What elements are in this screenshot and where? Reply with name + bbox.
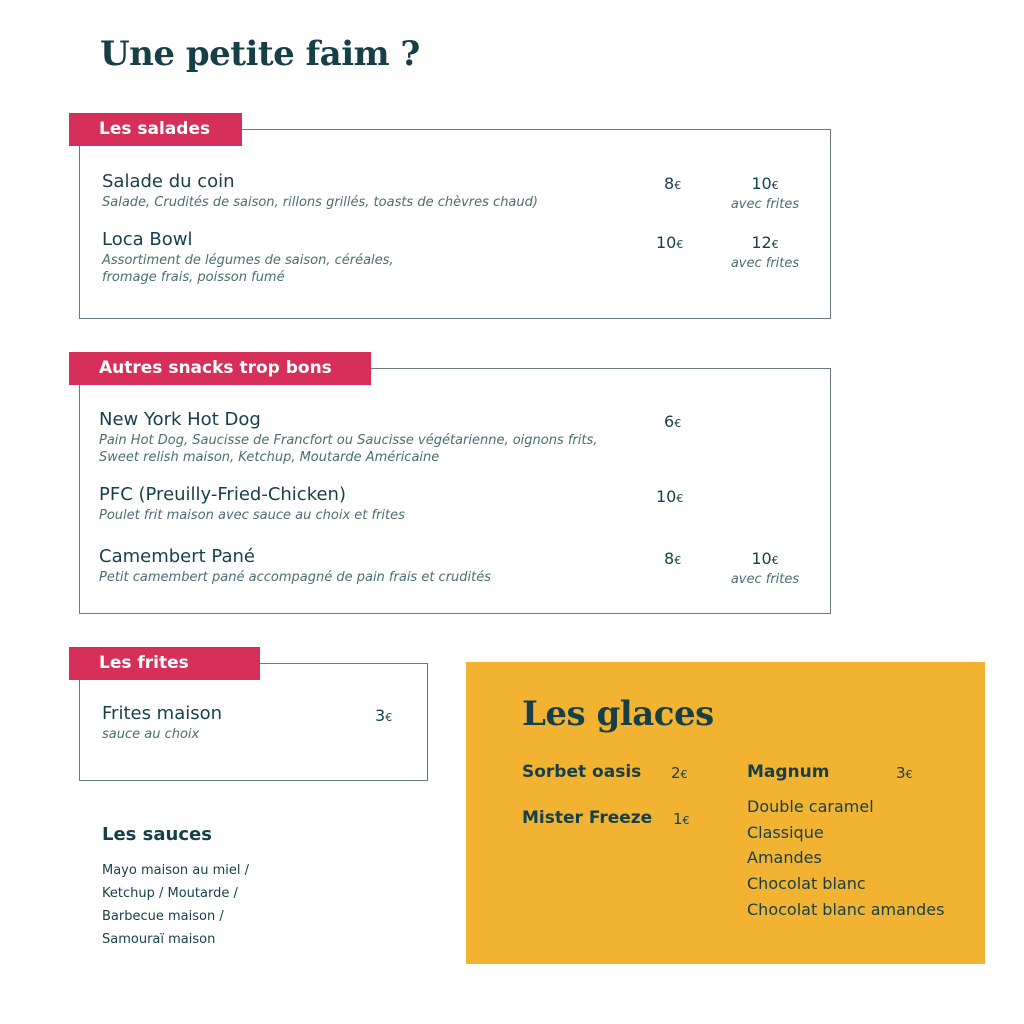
menu-item-price-alt: 12€ avec frites — [730, 233, 800, 271]
euro-sign: € — [674, 554, 682, 567]
euro-sign: € — [674, 417, 682, 430]
magnum-flavor: Amandes — [747, 848, 822, 867]
menu-item-name: New York Hot Dog — [99, 409, 261, 430]
menu-item-price-alt: 10€ avec frites — [730, 549, 800, 587]
euro-sign: € — [676, 238, 684, 251]
salades-box — [79, 129, 831, 319]
menu-item-name: Salade du coin — [102, 171, 235, 192]
euro-sign: € — [771, 554, 779, 567]
glace-price: 3€ — [896, 764, 913, 782]
menu-item-price: 10€ — [656, 487, 684, 506]
salades-tag: Les salades — [69, 113, 242, 146]
sauce-line: Samouraï maison — [102, 932, 216, 947]
euro-sign: € — [682, 814, 690, 827]
menu-item-desc: Sweet relish maison, Ketchup, Moutarde Américaine — [99, 450, 440, 465]
sauces-title: Les sauces — [102, 824, 212, 845]
snacks-tag: Autres snacks trop bons — [69, 352, 371, 385]
menu-item-price: 8€ — [664, 549, 682, 568]
euro-sign: € — [771, 179, 779, 192]
menu-item-name: Loca Bowl — [102, 229, 193, 250]
menu-item-desc: fromage frais, poisson fumé — [102, 270, 285, 285]
menu-item-desc: sauce au choix — [102, 727, 200, 742]
magnum-flavor: Chocolat blanc — [747, 874, 866, 893]
glaces-title: Les glaces — [522, 694, 714, 734]
menu-item-name: Camembert Pané — [99, 546, 255, 567]
glace-name: Mister Freeze — [522, 808, 653, 828]
menu-item-price: 10€ — [656, 233, 684, 252]
menu-item-desc: Petit camembert pané accompagné de pain frais et crudités — [99, 570, 492, 585]
euro-sign: € — [385, 711, 393, 724]
page-title: Une petite faim ? — [100, 34, 420, 74]
frites-tag: Les frites — [69, 647, 260, 680]
sauce-line: Ketchup / Moutarde / — [102, 886, 238, 901]
sauce-line: Mayo maison au miel / — [102, 863, 250, 878]
euro-sign: € — [680, 768, 688, 781]
euro-sign: € — [676, 492, 684, 505]
magnum-flavor: Chocolat blanc amandes — [747, 900, 945, 919]
glace-name: Sorbet oasis — [522, 762, 642, 782]
euro-sign: € — [905, 768, 913, 781]
menu-item-desc: Poulet frit maison avec sauce au choix et frites — [99, 508, 405, 523]
magnum-flavor: Double caramel — [747, 797, 874, 816]
menu-item-name: PFC (Preuilly-Fried-Chicken) — [99, 484, 346, 505]
glace-price: 2€ — [671, 764, 688, 782]
menu-item-desc: Assortiment de légumes de saison, céréales, — [102, 253, 394, 268]
menu-item-name: Frites maison — [102, 703, 223, 724]
menu-item-price-alt: 10€ avec frites — [730, 174, 800, 212]
menu-item-price: 8€ — [664, 174, 682, 193]
glace-name: Magnum — [747, 762, 830, 782]
menu-item-desc: Pain Hot Dog, Saucisse de Francfort ou Saucisse végétarienne, oignons frits, — [99, 433, 598, 448]
menu-item-desc: Salade, Crudités de saison, rillons grillés, toasts de chèvres chaud) — [102, 195, 538, 210]
glace-price: 1€ — [673, 810, 690, 828]
sauce-line: Barbecue maison / — [102, 909, 224, 924]
euro-sign: € — [674, 179, 682, 192]
euro-sign: € — [771, 238, 779, 251]
menu-item-price: 3€ — [375, 706, 393, 725]
menu-item-price: 6€ — [664, 412, 682, 431]
magnum-flavor: Classique — [747, 823, 824, 842]
glaces-panel — [466, 662, 985, 964]
